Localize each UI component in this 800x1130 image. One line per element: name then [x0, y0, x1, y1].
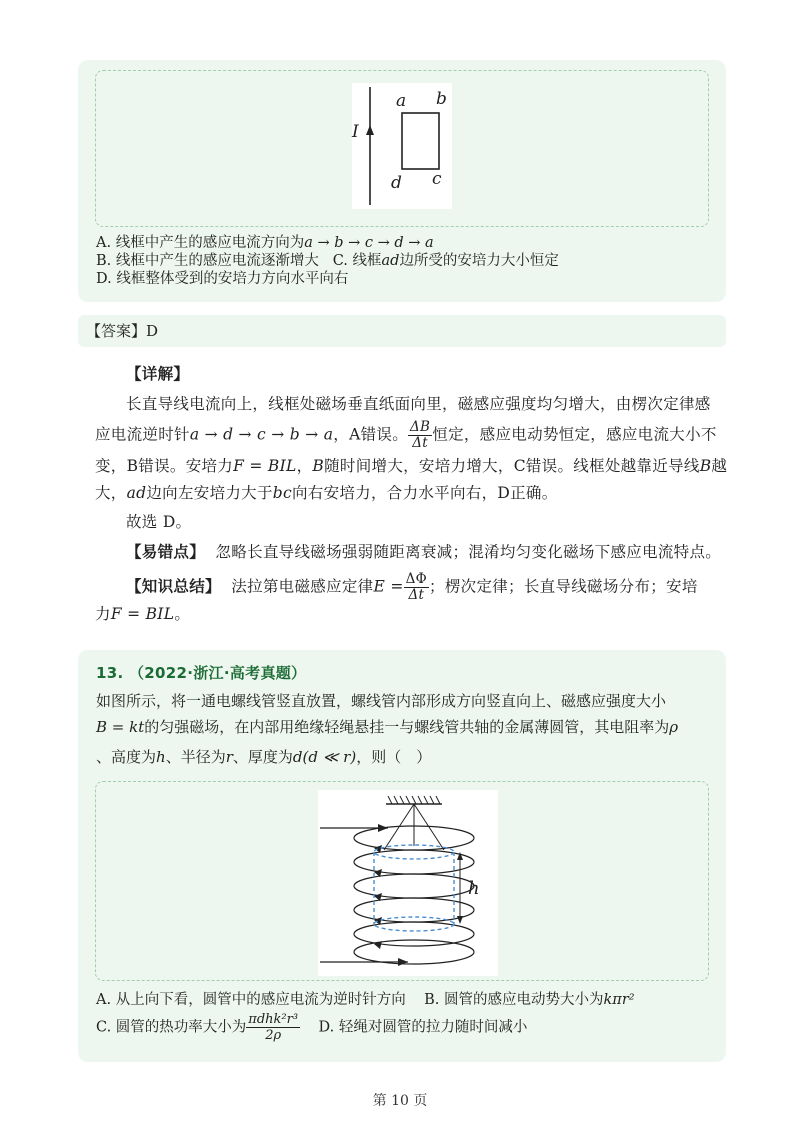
q13-title: 13. （2022·浙江·高考真题） [96, 664, 307, 682]
explain-line-2: 应电流逆时针a → d → c → b → a，A错误。 $\frac{\Delta B}{\Delta t}$ 恒定，感应电动势恒定，感应电流大小不 [95, 419, 717, 451]
q13-option-a-b: A. 从上向下看，圆管中的感应电流为逆时针方向 B. 圆管的感应电动势大小为kπr² [96, 992, 635, 1008]
answer-line [86, 322, 158, 340]
delta-phi-over-delta-t: $\frac{\Delta\Phi}{\Delta t}$ [405, 571, 428, 603]
fig-label-a: a [396, 91, 407, 111]
answer-label: 【答案】 [86, 322, 147, 340]
delta-b-over-delta-t: $\frac{\Delta B}{\Delta t}$ [410, 419, 431, 451]
explain-heading: 【详解】 [126, 364, 190, 383]
answer-bar [78, 315, 726, 347]
q12-option-b-c: B. 线框中产生的感应电流逐渐增大 C. 线框ad边所受的安培力大小恒定 [96, 253, 559, 269]
q12-option-d: D. 线框整体受到的安培力方向水平向右 [96, 271, 349, 287]
knowledge-summary: 【知识总结】 法拉第电磁感应定律E = $\frac{\Delta\Phi}{\Delta t}$ ；楞次定律；长直导线磁场分布；安培 [126, 571, 698, 603]
fig-label-d: d [391, 173, 402, 193]
explain-line-5: 故选 D。 [126, 513, 192, 531]
q13-line-2: B = kt的匀强磁场，在内部用绝缘轻绳悬挂一与螺线管共轴的金属薄圆管，其电阻率为ρ [96, 718, 679, 736]
q12-figure [352, 83, 452, 209]
q12-option-a: A. 线框中产生的感应电流方向为a → b → c → d → a [96, 235, 434, 251]
answer-value: D [146, 322, 159, 340]
fig-label-I: I [352, 122, 359, 142]
explain-line-3: 变，B错误。安培力F = BIL，B随时间增大，安培力增大，C错误。线框处越靠近导线B越 [95, 457, 728, 475]
explain-line-4: 大，ad边向左安培力大于bc向右安培力，合力水平向右，D正确。 [95, 484, 558, 502]
q13-line-3: 、高度为h、半径为r、厚度为d(d ≪ r)，则（ ） [96, 748, 432, 766]
error-point: 【易错点】 忽略长直导线磁场强弱随距离衰减；混淆均匀变化磁场下感应电流特点。 [126, 542, 722, 561]
heat-power-fraction: $\frac{\text{πdhk²r³}}{2\rho}$ [248, 1012, 299, 1043]
q13-figure [318, 790, 498, 976]
fig-label-b: b [436, 89, 447, 109]
q13-option-c-d: C. 圆管的热功率大小为 $\frac{\text{πdhk²r³}}{2\rho}$ D. 轻绳对圆管的拉力随时间减小 [96, 1012, 528, 1043]
q13-line-1: 如图所示，将一通电螺线管竖直放置，螺线管内部形成方向竖直向上、磁感应强度大小 [96, 692, 667, 710]
page-footer: 第 10 页 [372, 1093, 428, 1109]
fig-label-h: h [468, 878, 480, 899]
knowledge-summary-line-2: 力F = BIL。 [95, 605, 191, 623]
fig-label-c: c [432, 169, 442, 189]
explain-line-1: 长直导线电流向上，线框处磁场垂直纸面向里，磁感应强度均匀增大，由楞次定律感 [126, 395, 711, 413]
